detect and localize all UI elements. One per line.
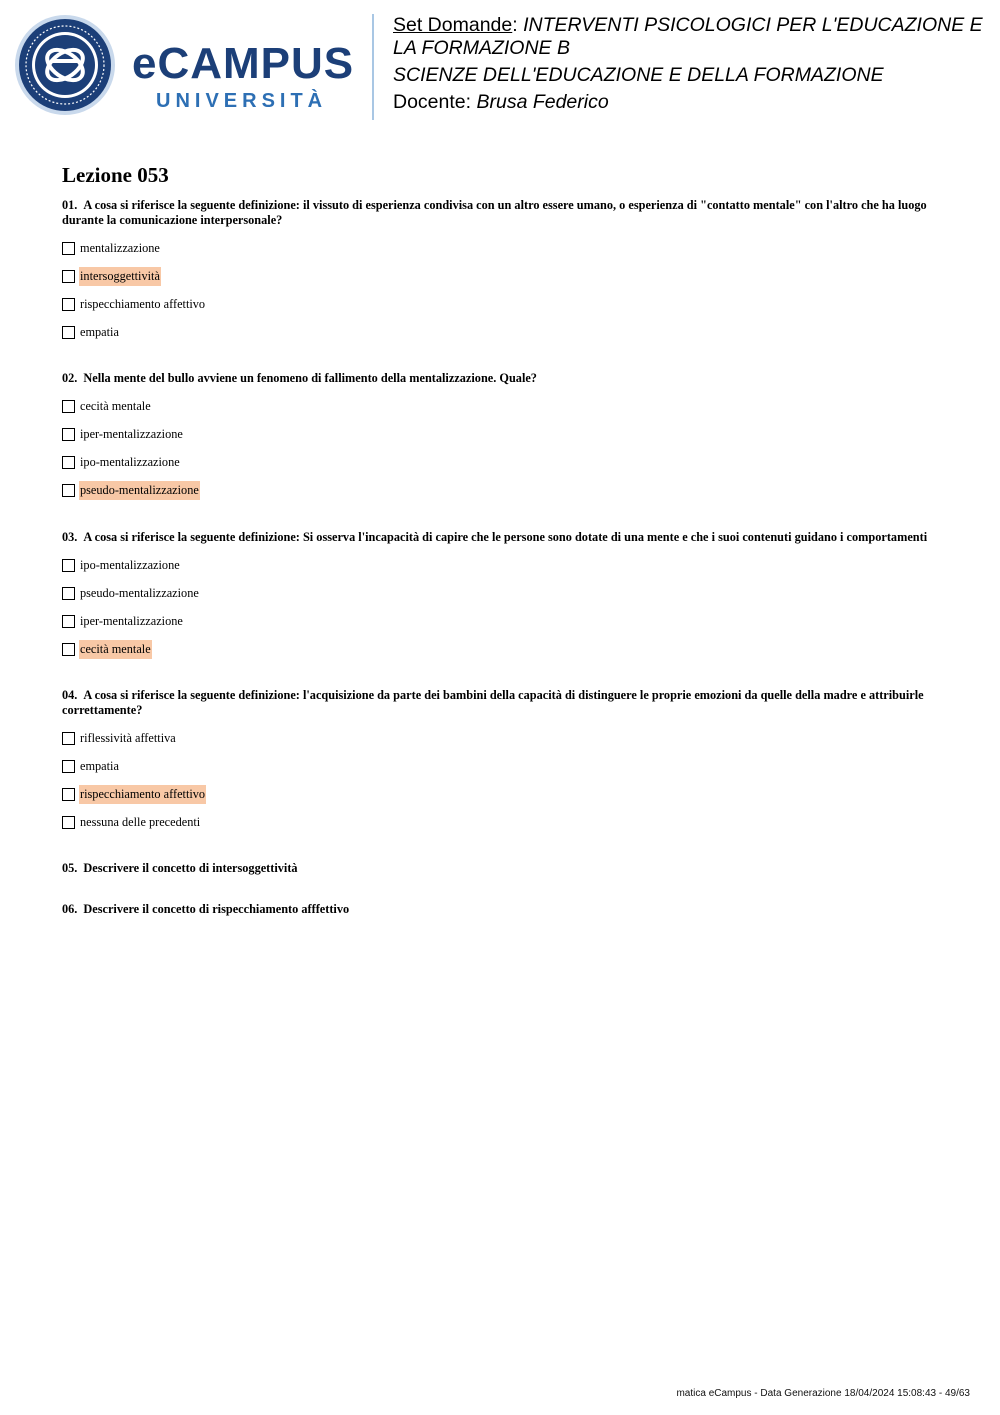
answer-checkbox[interactable] — [62, 400, 75, 413]
answer-option[interactable] — [62, 265, 942, 287]
answer-checkbox[interactable] — [62, 760, 75, 773]
correct-answer-label: rispecchiamento affettivo — [79, 785, 206, 804]
teacher-label: Docente: — [393, 91, 477, 113]
questions-list — [62, 198, 942, 833]
correct-answer-label: intersoggettività — [79, 267, 161, 286]
question-number: 05. — [62, 861, 78, 875]
header-divider — [372, 14, 374, 120]
answer-label: riflessività affettiva — [80, 730, 176, 745]
answer-checkbox[interactable] — [62, 298, 75, 311]
answer-option[interactable] — [62, 755, 942, 777]
question-number: 03. — [62, 529, 78, 544]
answer-option[interactable] — [62, 554, 942, 576]
lesson-title: Lezione 053 — [62, 163, 169, 187]
answer-label: empatia — [80, 324, 119, 339]
answer-label: iper-mentalizzazione — [80, 613, 183, 628]
answer-checkbox[interactable] — [62, 788, 75, 801]
question-body: A cosa si riferisce la seguente definizione: Si osserva l'incapacità di capire che le persone sono dotate di una mente e che i suoi contenuti guidano i comportamenti — [83, 529, 928, 544]
question-item — [62, 198, 942, 343]
question-number: 06. — [62, 902, 78, 916]
answer-label: nessuna delle precedenti — [80, 814, 201, 829]
open-questions-list — [62, 861, 942, 917]
answer-option[interactable] — [62, 582, 942, 604]
answer-checkbox[interactable] — [62, 643, 75, 656]
correct-answer-label: cecità mentale — [79, 640, 152, 659]
answer-checkbox[interactable] — [62, 242, 75, 255]
header-info — [393, 14, 998, 114]
question-text — [62, 371, 942, 386]
correct-answer-label: pseudo-mentalizzazione — [79, 481, 200, 500]
answer-option[interactable] — [62, 321, 942, 343]
ecampus-logo — [14, 14, 359, 118]
question-body: Descrivere il concetto di rispecchiamento afffettivo — [83, 902, 350, 916]
answer-checkbox[interactable] — [62, 456, 75, 469]
answer-checkbox[interactable] — [62, 484, 75, 497]
answer-checkbox[interactable] — [62, 270, 75, 283]
answer-label: mentalizzazione — [80, 240, 160, 255]
answer-option[interactable] — [62, 237, 942, 259]
answer-label: empatia — [80, 758, 119, 773]
question-number: 02. — [62, 371, 78, 385]
answer-checkbox[interactable] — [62, 326, 75, 339]
answer-option[interactable] — [62, 811, 942, 833]
teacher-name: Brusa Federico — [476, 91, 609, 113]
question-item — [62, 530, 942, 661]
answer-label: cecità mentale — [80, 399, 151, 413]
university-seal-icon — [14, 14, 116, 116]
teacher-line — [393, 91, 998, 114]
answer-option[interactable] — [62, 480, 942, 502]
question-text — [62, 530, 942, 545]
question-body: Descrivere il concetto di intersoggettività — [83, 861, 298, 875]
answer-label: rispecchiamento affettivo — [80, 296, 206, 311]
answer-option[interactable] — [62, 293, 942, 315]
set-label: Set Domande — [393, 14, 513, 36]
question-number: 04. — [62, 688, 78, 702]
question-body: A cosa si riferisce la seguente definizione: l'acquisizione da parte dei bambini della capacità di distinguere le proprie emozioni da quelle della madre e attribuirle correttamente? — [62, 688, 924, 717]
question-number: 01. — [62, 198, 78, 212]
question-body: Nella mente del bullo avviene un fenomeno di fallimento della mentalizzazione. Quale? — [83, 371, 537, 385]
question-item — [62, 688, 942, 833]
answer-option[interactable] — [62, 452, 942, 474]
question-text — [62, 688, 942, 717]
answer-option[interactable] — [62, 610, 942, 632]
answer-checkbox[interactable] — [62, 587, 75, 600]
set-line — [393, 14, 998, 60]
question-item — [62, 371, 942, 502]
answer-checkbox[interactable] — [62, 428, 75, 441]
brand-wordmark — [132, 39, 355, 113]
set-separator: : — [512, 14, 524, 36]
answer-label: iper-mentalizzazione — [80, 427, 183, 441]
answer-checkbox[interactable] — [62, 732, 75, 745]
answer-checkbox[interactable] — [62, 559, 75, 572]
answer-label: pseudo-mentalizzazione — [80, 585, 199, 600]
answer-label: ipo-mentalizzazione — [80, 455, 180, 469]
question-body: A cosa si riferisce la seguente definizione: il vissuto di esperienza condivisa con un altro essere umano, o esperienza di "contatto mentale" con l'altro che ha luogo durante la comunicazione interpersonale? — [62, 198, 927, 227]
answer-checkbox[interactable] — [62, 816, 75, 829]
question-text — [62, 198, 942, 227]
faculty-name: SCIENZE DELL'EDUCAZIONE E DELLA FORMAZIONE — [393, 64, 884, 86]
question-set — [62, 163, 942, 943]
answer-option[interactable] — [62, 638, 942, 660]
answer-option[interactable] — [62, 783, 942, 805]
brand-name: eCAMPUS — [132, 39, 355, 88]
open-question — [62, 861, 942, 876]
open-question — [62, 902, 942, 917]
answer-label: ipo-mentalizzazione — [80, 557, 180, 572]
page-footer: matica eCampus - Data Generazione 18/04/2024 15:08:43 - 49/63 — [676, 1388, 970, 1399]
answer-option[interactable] — [62, 424, 942, 446]
answer-checkbox[interactable] — [62, 615, 75, 628]
answer-option[interactable] — [62, 396, 942, 418]
answer-option[interactable] — [62, 727, 942, 749]
brand-subtitle: UNIVERSITÀ — [156, 90, 328, 112]
course-title: INTERVENTI PSICOLOGICI PER L'EDUCAZIONE E LA FORMAZIONE B — [393, 14, 983, 59]
